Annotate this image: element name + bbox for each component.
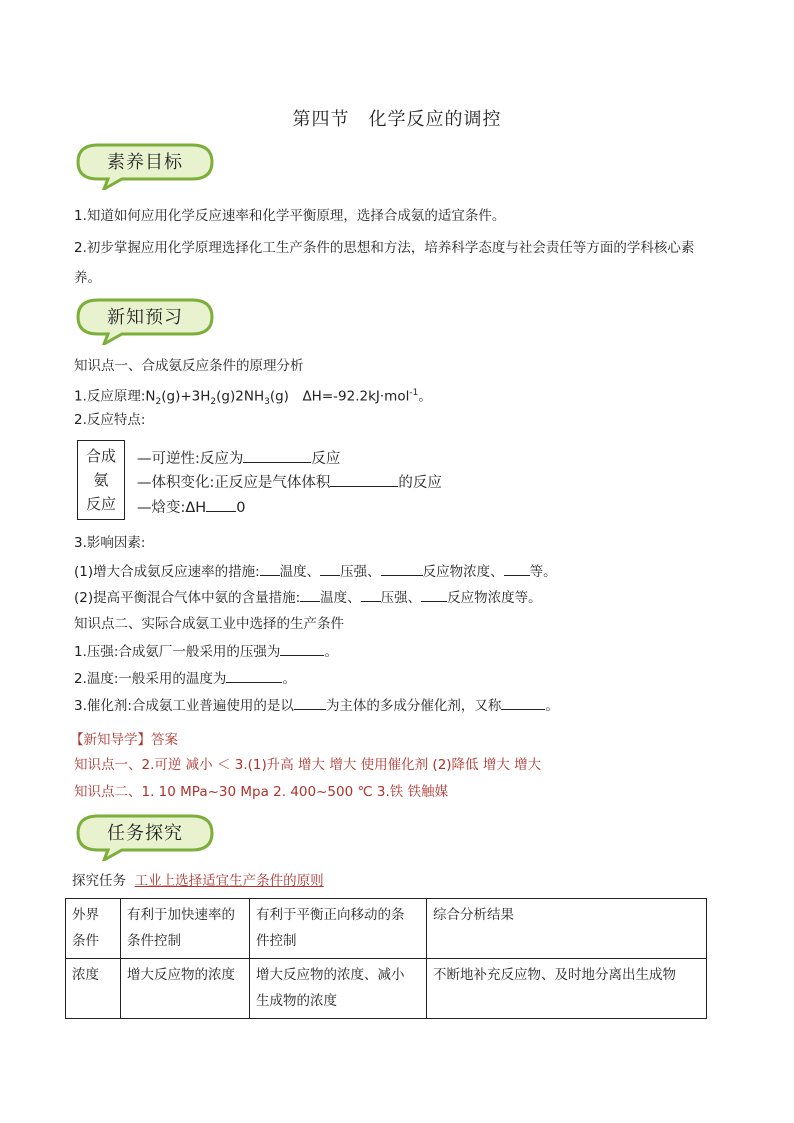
table-header-cell: 外界 条件: [66, 899, 121, 959]
fill-blank[interactable]: [294, 695, 326, 710]
box-line: 氨: [93, 471, 109, 489]
task-line: [72, 871, 324, 891]
branch-reversibility: —可逆性:反应为 反应: [137, 447, 340, 468]
ammonia-synthesis-box: [77, 440, 125, 520]
task-title: 工业上选择适宜生产条件的原则: [134, 873, 324, 889]
table-header-cell: 有利于平衡正向移动的条 件控制: [250, 899, 427, 959]
section-title: 素养目标: [107, 152, 183, 173]
page-title: 第四节 化学反应的调控: [292, 109, 502, 130]
influencing-factors: 3.影响因素:: [74, 535, 146, 551]
goal-1: 1.知道如何应用化学反应速率和化学平衡原理，选择合成氨的适宜条件。: [74, 208, 506, 224]
section-badge-task: [74, 813, 216, 861]
table-header-row: [66, 899, 707, 959]
section-title: 新知预习: [107, 307, 183, 328]
fill-blank[interactable]: [320, 561, 340, 576]
box-line: 合成: [85, 447, 116, 465]
table-row: [66, 959, 707, 1019]
section-badge-goals: [74, 142, 216, 190]
condition-pressure: 1.压强:合成氨厂一般采用的压强为 。: [74, 641, 338, 662]
reaction-features: 2.反应特点:: [74, 412, 146, 428]
section-title: 任务探究: [107, 823, 183, 844]
fill-blank[interactable]: [260, 561, 280, 576]
knowledge-point-2: 知识点二、实际合成氨工业中选择的生产条件: [74, 616, 344, 632]
fill-blank[interactable]: [361, 587, 381, 602]
goal-2a: 2.初步掌握应用化学原理选择化工生产条件的思想和方法，培养科学态度与社会责任等方面的学科核心素: [74, 240, 695, 256]
fill-blank[interactable]: [226, 668, 282, 683]
answers-line-2: 知识点二、1. 10 MPa~30 Mpa 2. 400~500 ℃ 3.铁 铁触媒: [74, 784, 449, 800]
table-cell: 增大反应物的浓度: [121, 959, 250, 1019]
factor-rate: (1)增大合成氨反应速率的措施: 温度、 压强、 反应物浓度、 等。: [74, 561, 557, 582]
fill-blank[interactable]: [300, 587, 320, 602]
section-badge-preview: [74, 297, 216, 345]
fill-blank[interactable]: [504, 561, 530, 576]
conditions-table: [65, 898, 707, 1019]
condition-catalyst: 3.催化剂:合成氨工业普遍使用的是以 为主体的多成分催化剂，又称 。: [74, 695, 559, 716]
answers-heading: 【新知导学】答案: [70, 732, 178, 748]
table-cell: 浓度: [66, 959, 121, 1019]
fill-blank[interactable]: [330, 472, 398, 487]
condition-temperature: 2.温度:一般采用的温度为 。: [74, 668, 296, 689]
table-header-cell: 综合分析结果: [427, 899, 707, 959]
task-label: 探究任务: [72, 873, 126, 889]
fill-blank[interactable]: [206, 497, 236, 512]
knowledge-point-1: 知识点一、合成氨反应条件的原理分析: [74, 358, 304, 374]
branch-enthalpy: —焓变:ΔH 0: [137, 496, 245, 517]
reaction-principle: 1.反应原理$:N_2(g)+3H_2(g)2NH_3(g)$ ΔH=-92.2kJ·mol$^{-1}$。: [74, 388, 432, 408]
factor-equilibrium: (2)提高平衡混合气体中氨的含量措施: 温度、 压强、 反应物浓度等。: [74, 587, 542, 608]
fill-blank[interactable]: [381, 561, 423, 576]
fill-blank[interactable]: [501, 695, 545, 710]
fill-blank[interactable]: [280, 641, 324, 656]
branch-volume-change: —体积变化:正反应是气体体积 的反应: [137, 471, 442, 492]
table-cell: 不断地补充反应物、及时地分离出生成物: [427, 959, 707, 1019]
table-cell: 增大反应物的浓度、减小 生成物的浓度: [250, 959, 427, 1019]
table-header-cell: 有利于加快速率的 条件控制: [121, 899, 250, 959]
goal-2b: 养。: [74, 270, 101, 286]
box-line: 反应: [85, 495, 116, 513]
answers-line-1: 知识点一、2.可逆 减小 ＜ 3.(1)升高 增大 增大 使用催化剂 (2)降低 增大 增大: [74, 757, 542, 773]
fill-blank[interactable]: [421, 587, 447, 602]
fill-blank[interactable]: [243, 448, 311, 463]
